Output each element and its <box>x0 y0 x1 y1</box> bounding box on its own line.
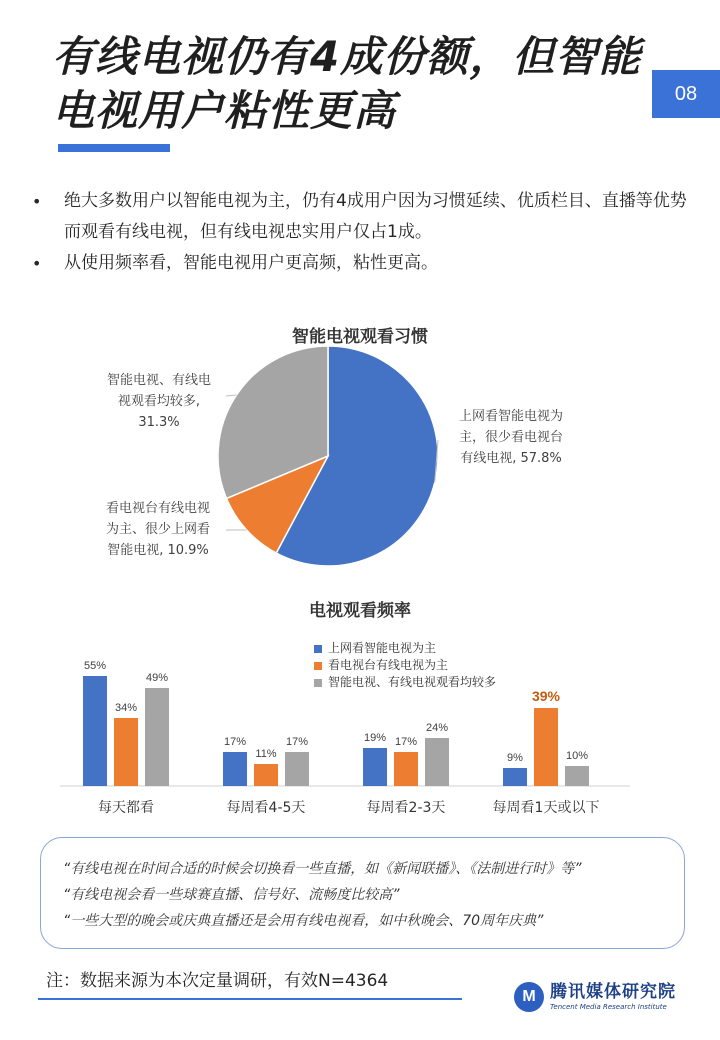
legend-item <box>314 674 496 691</box>
pie-label-line: 上网看智能电视为 <box>458 409 563 424</box>
x-tick-label: 每周看4-5天 <box>226 800 306 816</box>
bar-value-label: 24% <box>425 722 449 734</box>
bar-value-label: 17% <box>285 736 309 748</box>
bar-value-label: 19% <box>363 732 387 744</box>
brand-logo <box>514 982 676 1012</box>
legend-swatch <box>314 662 322 670</box>
bullet-item: • 从使用频率看，智能电视用户更高频，粘性更高。 <box>30 248 700 279</box>
pie-slice-label <box>436 406 586 469</box>
legend-swatch <box>314 645 322 653</box>
quote-item: “有线电视会看一些球赛直播、信号好、流畅度比较高” <box>63 887 400 903</box>
page-title <box>52 30 652 138</box>
bar <box>254 764 278 786</box>
bar <box>114 718 138 786</box>
legend-item <box>314 640 496 657</box>
bar-value-label: 34% <box>114 702 138 714</box>
quote-box <box>40 837 685 949</box>
logo-mark-icon: M <box>514 982 544 1012</box>
bar <box>223 752 247 786</box>
bar-chart-legend <box>314 640 496 691</box>
bar <box>363 748 387 786</box>
bar <box>83 676 107 786</box>
bar <box>394 752 418 786</box>
bar-value-label: 55% <box>83 660 107 672</box>
legend-swatch <box>314 679 322 687</box>
pie-label-line: 31.3% <box>138 415 180 430</box>
pie-label-line: 为主、很少上网看 <box>105 522 210 537</box>
legend-label: 看电视台有线电视为主 <box>328 658 449 672</box>
pie-label-line: 有线电视, 57.8% <box>460 451 562 466</box>
bar <box>425 738 449 786</box>
pie-label-line: 智能电视, 10.9% <box>107 543 209 558</box>
logo-name: 腾讯媒体研究院 <box>550 982 676 1002</box>
note-underline <box>38 998 462 1000</box>
legend-item <box>314 657 496 674</box>
x-tick-label: 每周看2-3天 <box>366 800 446 816</box>
bar-value-label: 17% <box>223 736 247 748</box>
bar <box>534 708 558 786</box>
bar <box>503 768 527 786</box>
x-tick-label: 每周看1天或以下 <box>492 800 600 816</box>
bar-value-label: 39% <box>531 688 561 704</box>
pie-label-line: 智能电视、有线电 <box>106 373 211 388</box>
title-line-1: 有线电视仍有4成份额，但智能 <box>52 32 642 81</box>
quote-item: “有线电视在时间合适的时候会切换看一些直播，如《新闻联播》、《法制进行时》等” <box>63 861 582 877</box>
logo-subtitle: Tencent Media Research Institute <box>550 1003 667 1011</box>
bullet-item: • 绝大多数用户以智能电视为主，仍有4成用户因为习惯延续、优质栏目、直播等优势而观看有线电视，但有线电视忠实用户仅占1成。 <box>30 186 700 248</box>
pie-label-line: 主，很少看电视台 <box>458 430 563 445</box>
x-tick-label: 每天都看 <box>98 800 154 816</box>
bar-value-label: 10% <box>565 750 589 762</box>
bar-value-label: 11% <box>255 748 277 760</box>
title-line-2: 电视用户粘性更高 <box>52 86 397 135</box>
source-note: 注：数据来源为本次定量调研，有效N=4364 <box>46 971 389 991</box>
bar-value-label: 17% <box>394 736 418 748</box>
bar <box>285 752 309 786</box>
pie-slice-label <box>88 498 228 561</box>
bullet-list <box>30 186 700 279</box>
legend-label: 智能电视、有线电视观看均较多 <box>328 675 497 689</box>
pie-slice-label <box>90 370 228 433</box>
pie-label-line: 视观看均较多, <box>117 394 201 409</box>
bar-value-label: 9% <box>507 752 523 764</box>
pie-label-line: 看电视台有线电视 <box>105 501 210 516</box>
bar-value-label: 49% <box>145 672 169 684</box>
bar <box>145 688 169 786</box>
bar-chart-title: 电视观看频率 <box>309 601 411 621</box>
title-underline <box>58 144 170 152</box>
bar <box>565 766 589 786</box>
quote-item: “一些大型的晚会或庆典直播还是会用有线电视看，如中秋晚会、70周年庆典” <box>63 913 544 929</box>
page-number-badge: 08 <box>652 70 720 118</box>
pie-chart-title: 智能电视观看习惯 <box>292 327 428 347</box>
legend-label: 上网看智能电视为主 <box>328 641 437 655</box>
